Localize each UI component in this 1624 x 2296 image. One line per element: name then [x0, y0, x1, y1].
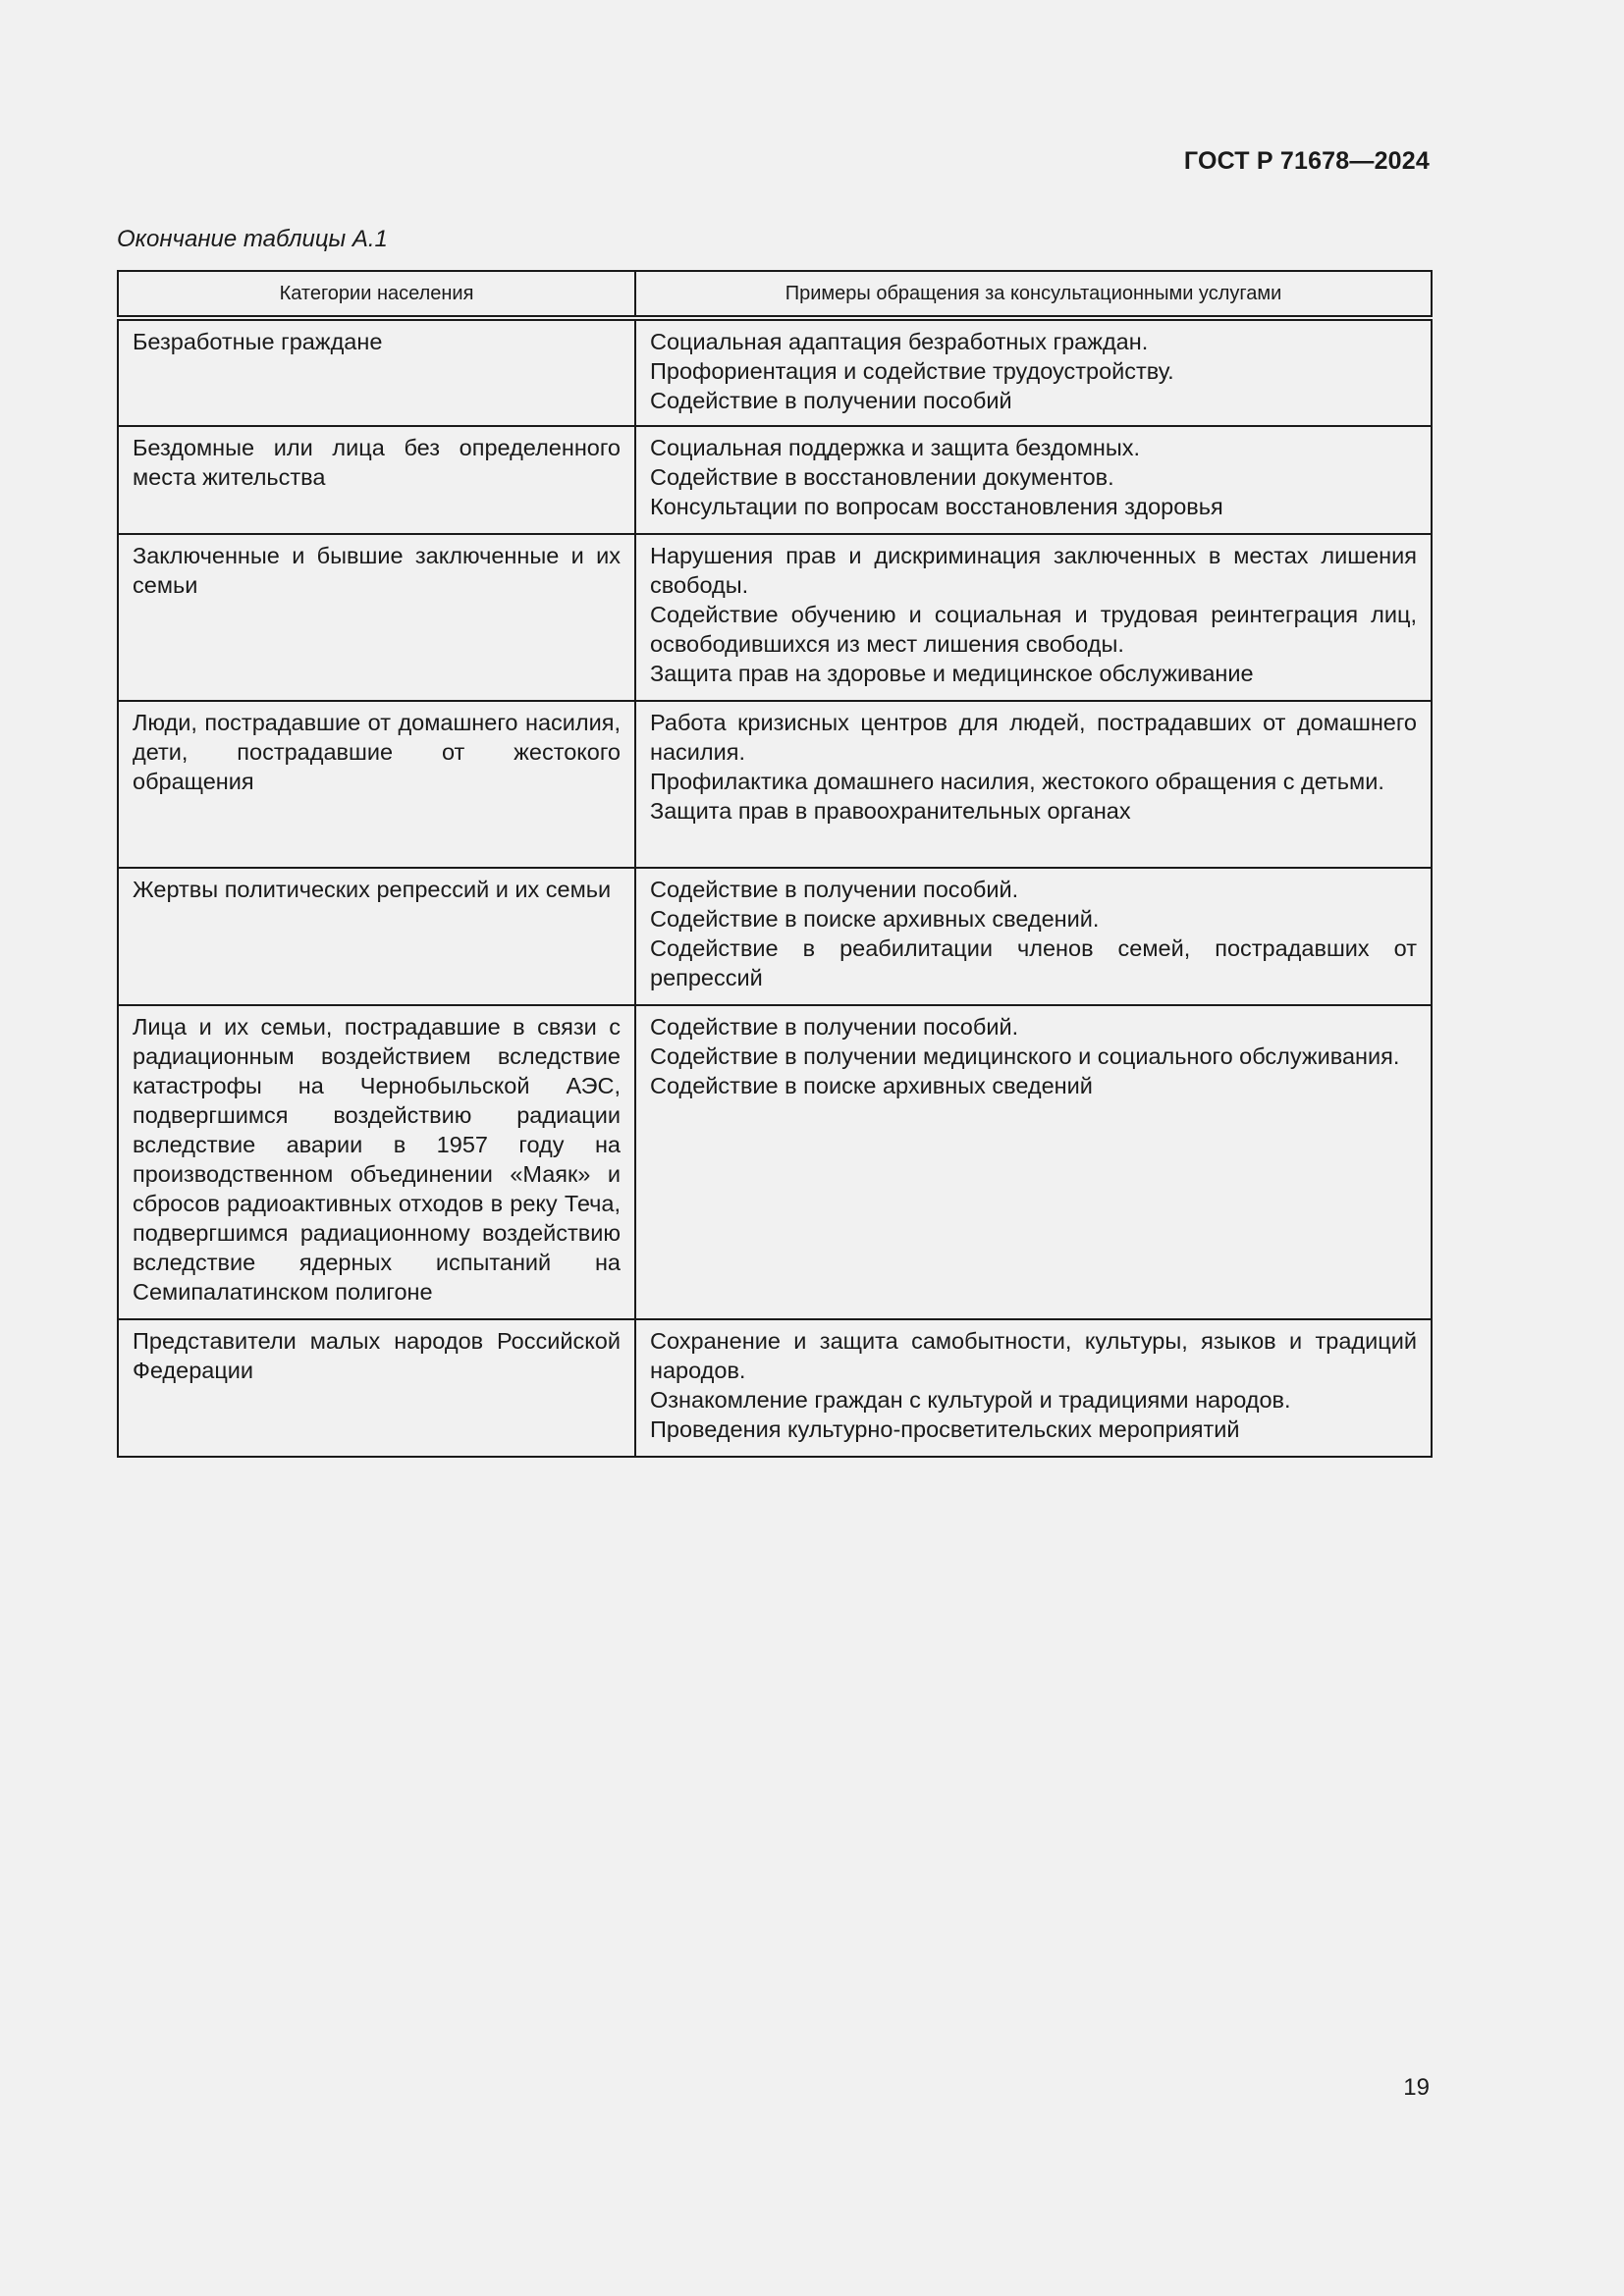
example-line: Содействие в реабилитации членов семей, пострадавших от репрессий	[650, 935, 1417, 990]
example-line: Содействие в поиске архивных сведений	[650, 1073, 1093, 1098]
example-line: Содействие в получении пособий.	[650, 877, 1019, 902]
examples-cell	[635, 426, 1432, 534]
example-line: Защита прав на здоровье и медицинское обслуживание	[650, 661, 1254, 686]
table-caption: Окончание таблицы А.1	[117, 226, 388, 252]
table-row	[118, 1005, 1432, 1319]
consultation-table	[117, 270, 1433, 1458]
examples-cell	[635, 1319, 1432, 1457]
example-line: Профориентация и содействие трудоустройству.	[650, 358, 1174, 384]
document-code: ГОСТ Р 71678—2024	[1183, 147, 1430, 175]
example-line: Содействие в получении пособий.	[650, 1014, 1019, 1040]
example-line: Работа кризисных центров для людей, пострадавших от домашнего насилия.	[650, 710, 1417, 765]
example-line: Сохранение и защита самобытности, культуры, языков и традиций народов.	[650, 1328, 1417, 1383]
example-line: Содействие обучению и социальная и трудовая реинтеграция лиц, освободившихся из мест лишения свободы.	[650, 602, 1417, 657]
examples-cell	[635, 701, 1432, 868]
example-line: Нарушения прав и дискриминация заключенных в местах лишения свободы.	[650, 543, 1417, 598]
examples-cell	[635, 1005, 1432, 1319]
table-row	[118, 534, 1432, 701]
example-line: Социальная поддержка и защита бездомных.	[650, 435, 1141, 460]
examples-cell	[635, 534, 1432, 701]
example-line: Консультации по вопросам восстановления здоровья	[650, 494, 1223, 519]
table-row	[118, 426, 1432, 534]
category-cell: Жертвы политических репрессий и их семьи	[118, 868, 635, 1005]
column-header-examples: Примеры обращения за консультационными услугами	[635, 271, 1432, 318]
example-line: Проведения культурно-просветительских мероприятий	[650, 1416, 1240, 1442]
table-row	[118, 701, 1432, 868]
category-cell: Представители малых народов Российской Федерации	[118, 1319, 635, 1457]
example-line: Содействие в получении медицинского и социального обслуживания.	[650, 1043, 1400, 1069]
table-row	[118, 868, 1432, 1005]
example-line: Содействие в восстановлении документов.	[650, 464, 1114, 490]
example-line: Защита прав в правоохранительных органах	[650, 798, 1131, 824]
example-line: Содействие в поиске архивных сведений.	[650, 906, 1100, 932]
table-row	[118, 318, 1432, 426]
example-line: Социальная адаптация безработных граждан.	[650, 329, 1149, 354]
category-cell: Заключенные и бывшие заключенные и их семьи	[118, 534, 635, 701]
column-header-categories: Категории населения	[118, 271, 635, 318]
category-cell: Бездомные или лица без определенного места жительства	[118, 426, 635, 534]
examples-cell	[635, 868, 1432, 1005]
page-number: 19	[1403, 2074, 1430, 2101]
category-cell: Безработные граждане	[118, 318, 635, 426]
table-header-row	[118, 271, 1432, 318]
table-row	[118, 1319, 1432, 1457]
example-line: Ознакомление граждан с культурой и традициями народов.	[650, 1387, 1291, 1413]
category-cell: Лица и их семьи, пострадавшие в связи с радиационным воздействием вследствие катастрофы на Чернобыльской АЭС, подвергшимся воздействию радиации вследствие аварии в 1957 году на производственном объединении «Маяк» и сбросов радиоактивных отходов в реку Теча, подвергшимся радиационному воздействию вследствие ядерных испытаний на Семипалатинском полигоне	[118, 1005, 635, 1319]
category-cell: Люди, пострадавшие от домашнего насилия, дети, пострадавшие от жестокого обращения	[118, 701, 635, 868]
examples-cell	[635, 318, 1432, 426]
example-line: Содействие в получении пособий	[650, 388, 1012, 413]
example-line: Профилактика домашнего насилия, жестокого обращения с детьми.	[650, 769, 1384, 794]
